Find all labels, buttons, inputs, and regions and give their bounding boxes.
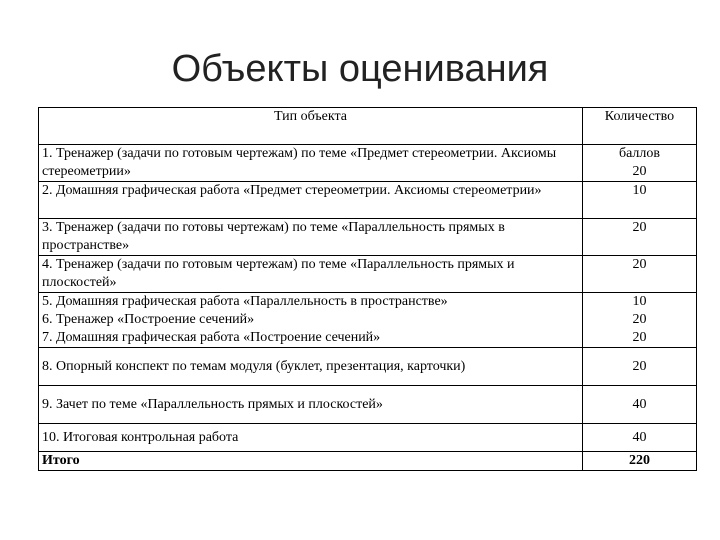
row-points	[583, 145, 697, 182]
row-points: 10	[632, 294, 647, 309]
row-points: 20	[583, 256, 697, 293]
row-label: 4. Тренажер (задачи по готовым чертежам) по теме «Параллельность прямых и плоскостей»	[39, 256, 583, 293]
row-labels-group	[39, 293, 583, 348]
row-points: 40	[583, 386, 697, 424]
row-label: 6. Тренажер «Построение сечений»	[42, 312, 255, 327]
total-points: 220	[583, 452, 697, 471]
table-header-row	[39, 108, 697, 145]
row-label: 5. Домашняя графическая работа «Параллельность в пространстве»	[42, 294, 448, 309]
header-type: Тип объекта	[39, 108, 583, 145]
row-points: 20	[583, 348, 697, 386]
table-row	[39, 348, 697, 386]
table-row	[39, 256, 697, 293]
row-points-value: 20	[632, 164, 647, 179]
row-points: 20	[632, 330, 647, 345]
row-label: 1. Тренажер (задачи по готовым чертежам) по теме «Предмет стереометрии. Аксиомы стереометрии»	[39, 145, 583, 182]
header-points	[583, 108, 697, 145]
header-points-line2: баллов	[618, 146, 661, 161]
row-points: 40	[583, 424, 697, 452]
table-total-row	[39, 452, 697, 471]
table-row	[39, 219, 697, 256]
row-label: 8. Опорный конспект по темам модуля (буклет, презентация, карточки)	[39, 348, 583, 386]
table-row	[39, 386, 697, 424]
row-label: 10. Итоговая контрольная работа	[39, 424, 583, 452]
row-label: 3. Тренажер (задачи по готовы чертежам) по теме «Параллельность прямых в пространстве»	[39, 219, 583, 256]
table-row	[39, 145, 697, 182]
row-points: 10	[583, 182, 697, 219]
row-label: 9. Зачет по теме «Параллельность прямых и плоскостей»	[39, 386, 583, 424]
page-title: Объекты оценивания	[171, 48, 549, 90]
row-label: 2. Домашняя графическая работа «Предмет стереометрии. Аксиомы стереометрии»	[39, 182, 583, 219]
row-label: 7. Домашняя графическая работа «Построение сечений»	[42, 330, 381, 345]
total-label: Итого	[39, 452, 583, 471]
table-row	[39, 182, 697, 219]
row-points: 20	[583, 219, 697, 256]
table-row	[39, 293, 697, 348]
assessment-table	[38, 107, 697, 471]
header-points-line1: Количество	[604, 109, 675, 124]
row-points-group	[583, 293, 697, 348]
table-row	[39, 424, 697, 452]
row-points: 20	[632, 312, 647, 327]
